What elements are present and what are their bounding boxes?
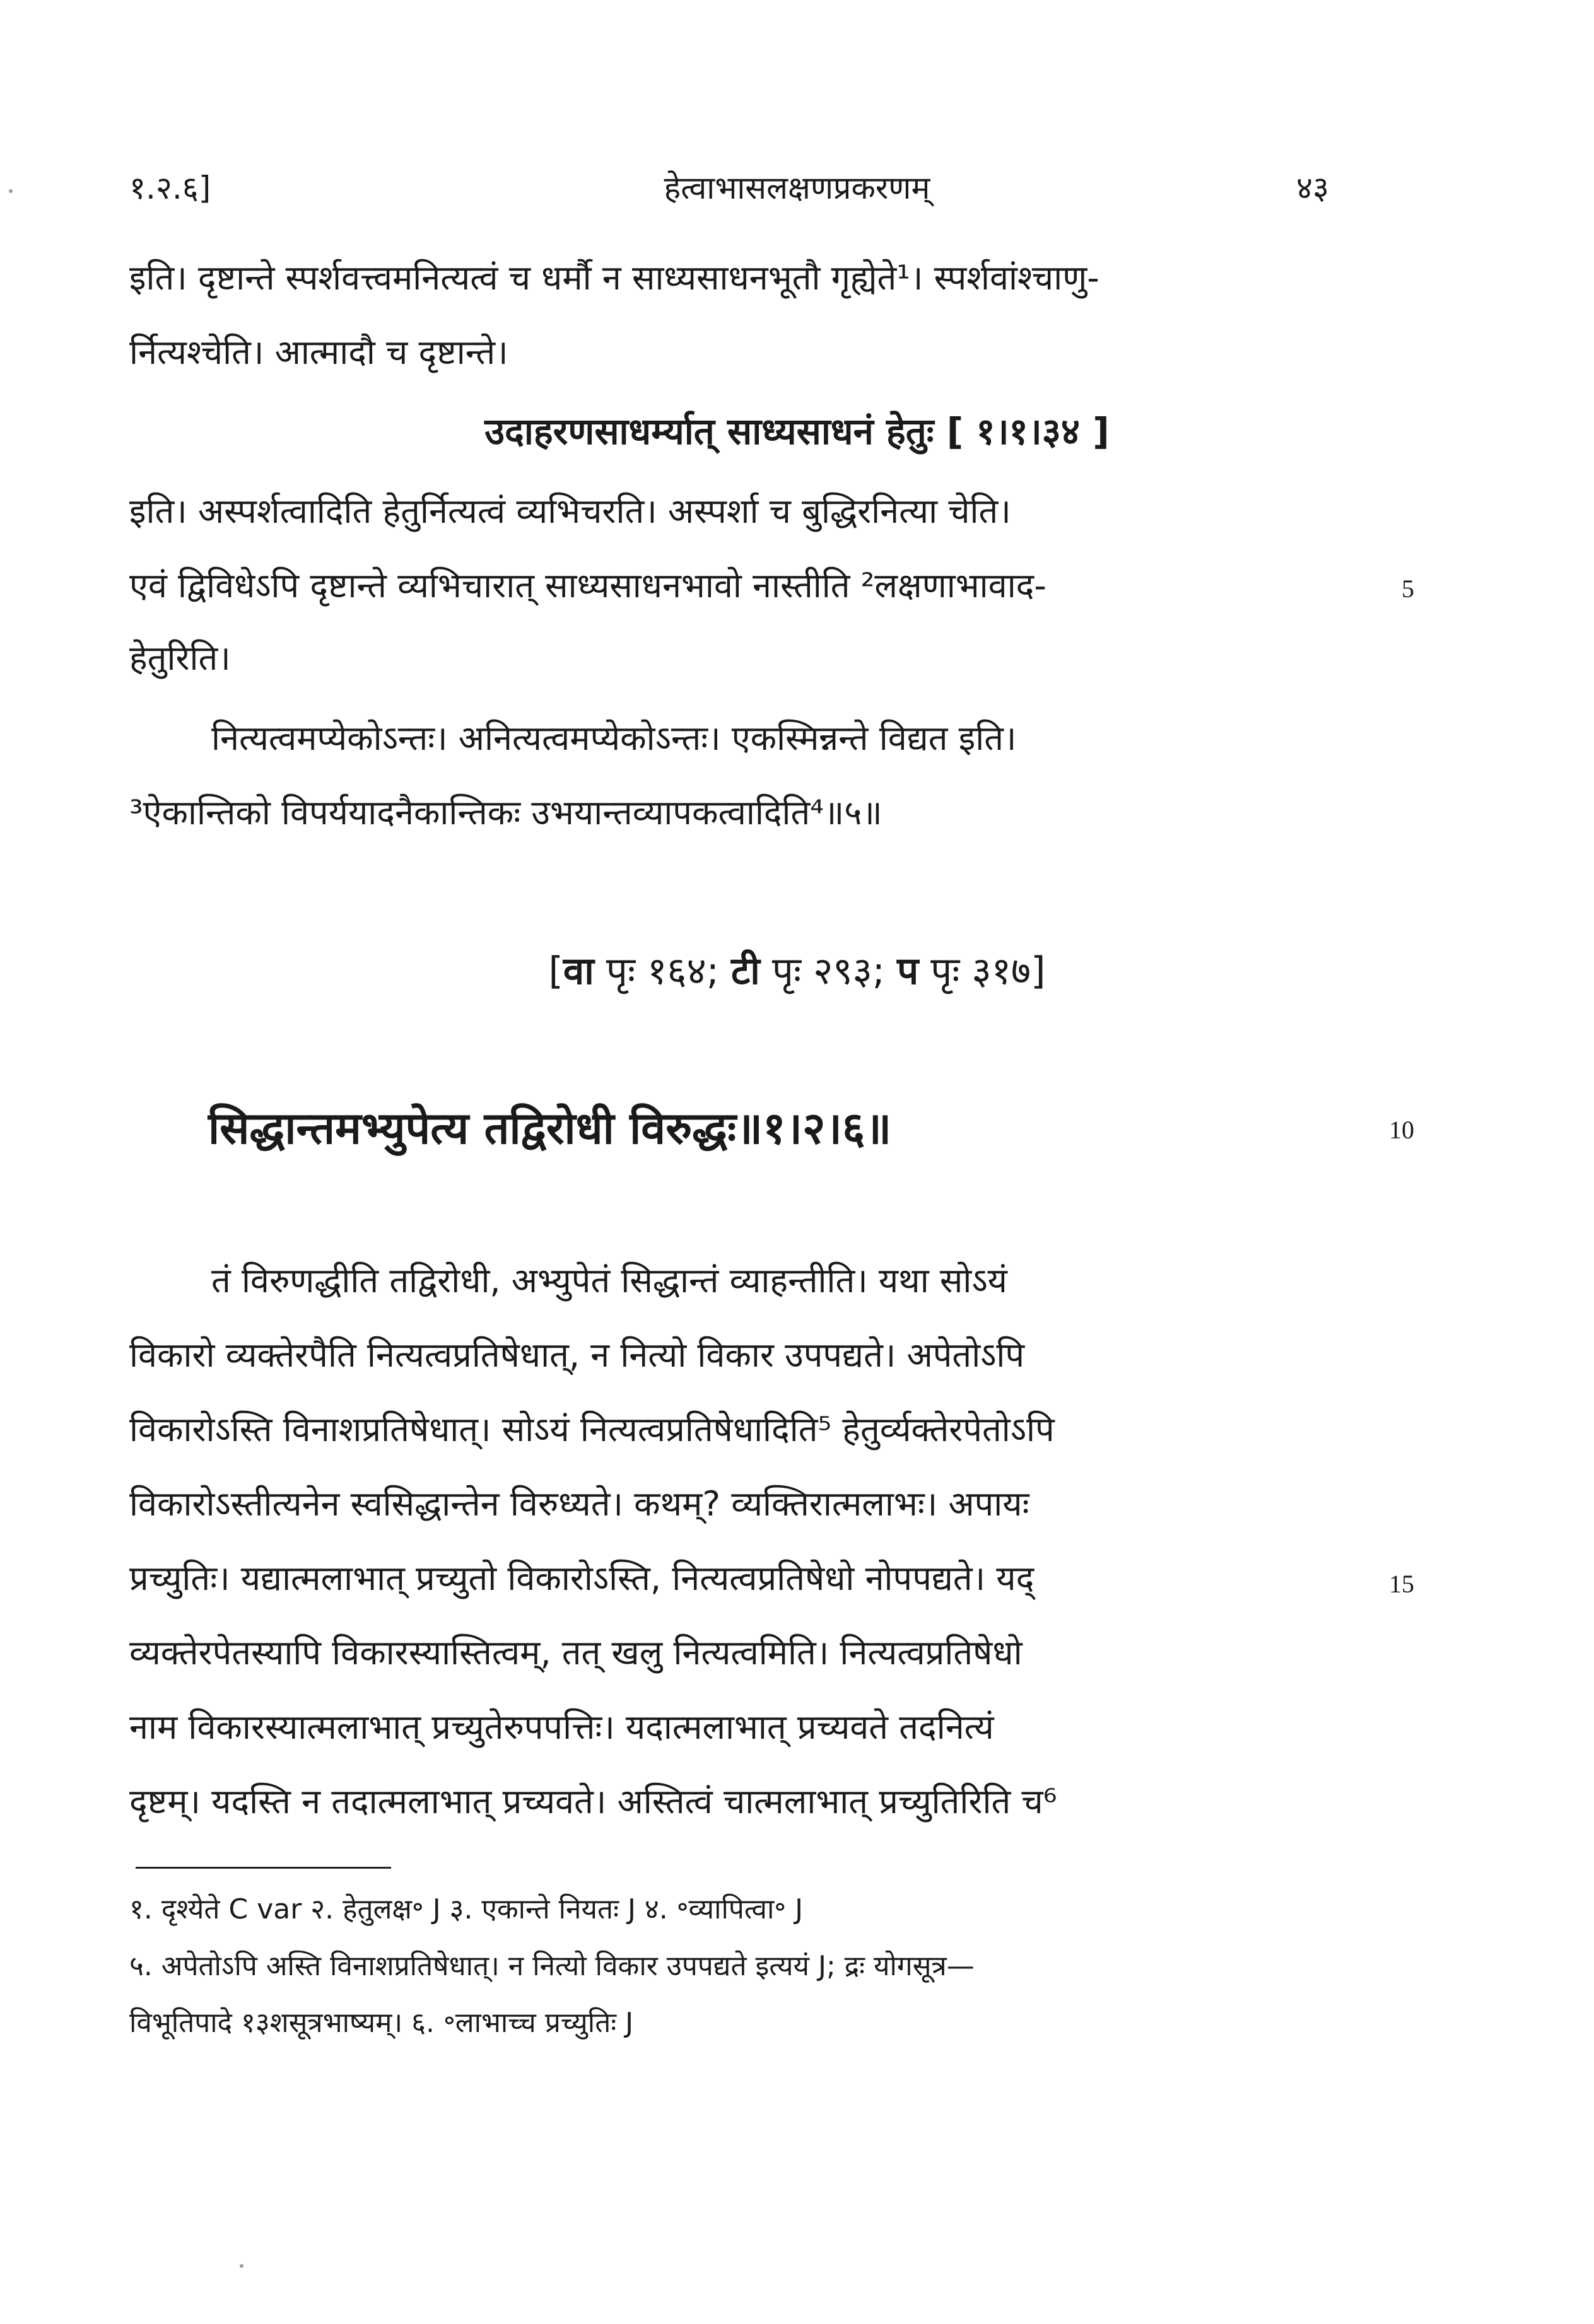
scan-speck: [9, 189, 13, 193]
text-line: नाम विकारस्यात्मलाभात् प्रच्युतेरुपपत्तिः। यदात्मलाभात् प्रच्यवते तदनित्यं: [129, 1707, 994, 1747]
line-number: 10: [1389, 1116, 1414, 1144]
text-line: हेतुरिति।: [129, 638, 231, 678]
ref-pa-text: पृः ३१७]: [918, 949, 1046, 993]
text-line: इति। दृष्टान्ते स्पर्शवत्त्वमनित्यत्वं च धर्मौ न साध्यसाधनभूतौ गृह्येते¹। स्पर्शवांश्चाणु-: [129, 258, 1099, 298]
ref-va-text: पृः १६४;: [594, 949, 732, 993]
footnote-rule: [136, 1867, 391, 1869]
text-line: दृष्टम्। यदस्ति न तदात्मलाभात् प्रच्यवते। अस्तित्वं चात्मलाभात् प्रच्युतिरिति च⁶: [129, 1782, 1057, 1821]
text-line: व्यक्तेरपेतस्यापि विकारस्यास्तित्वम्, तत् खलु नित्यत्वमिति। नित्यत्वप्रतिषेधो: [129, 1633, 1023, 1673]
main-sutra: सिद्धान्तमभ्युपेत्य तद्विरोधी विरुद्धः॥१।२।६॥: [208, 1102, 892, 1154]
footnote-line: ५. अपेतोऽपि अस्ति विनाशप्रतिषेधात्। न नित्यो विकार उपपद्यते इत्ययं J; द्रः योगसूत्र—: [129, 1950, 975, 1982]
header-section-number: १.२.६]: [129, 170, 211, 206]
text-line: ³ऐकान्तिको विपर्ययादनैकान्तिकः उभयान्तव्यापकत्वादिति⁴॥५॥: [129, 793, 882, 832]
text-line: इति। अस्पर्शत्वादिति हेतुर्नित्यत्वं व्यभिचरति। अस्पर्शा च बुद्धिरनित्या चेति।: [129, 491, 1011, 531]
scan-speck: [240, 2264, 243, 2268]
ref-va: वा: [563, 949, 594, 993]
footnote-line: विभूतिपादे १३शसूत्रभाष्यम्। ६. ॰लाभाच्च प्रच्युतिः J: [129, 2007, 634, 2039]
header-page-number: ४३: [1296, 170, 1329, 206]
text-line: विकारो व्यक्तेरपैति नित्यत्वप्रतिषेधात्, न नित्यो विकार उपपद्यते। अपेतोऽपि: [129, 1335, 1025, 1375]
ref-pa: प: [897, 949, 919, 993]
text-line: विकारोऽस्तीत्यनेन स्वसिद्धान्तेन विरुध्यते। कथम्? व्यक्तिरात्मलाभः। अपायः: [129, 1484, 1029, 1524]
reference-line: [0, 943, 1594, 995]
text-line: एवं द्विविधेऽपि दृष्टान्ते व्यभिचारात् साध्यसाधनभावो नास्तीति ²लक्षणाभावाद-: [129, 566, 1046, 605]
ref-open: [: [548, 949, 563, 993]
line-number: 5: [1402, 575, 1414, 603]
text-line: नित्यत्वमप्येकोऽन्तः। अनित्यत्वमप्येकोऽन्तः। एकस्मिन्नन्ते विद्यत इति।: [211, 718, 1017, 758]
text-line: र्नित्यश्चेति। आत्मादौ च दृष्टान्ते।: [129, 332, 508, 372]
text-line: तं विरुणद्धीति तद्विरोधी, अभ्युपेतं सिद्धान्तं व्याहन्तीति। यथा सोऽयं: [211, 1261, 1007, 1300]
quoted-sutra: उदाहरणसाधर्म्यात् साध्यसाधनं हेतुः [ १।१।३४ ]: [484, 410, 1110, 453]
ref-ti: टी: [731, 949, 760, 993]
header-title: हेत्वाभासलक्षणप्रकरणम्: [664, 170, 930, 206]
footnote-line: १. दृश्येते C var २. हेतुलक्ष॰ J ३. एकान्ते नियतः J ४. ॰व्यापित्वा॰ J: [129, 1893, 804, 1925]
ref-ti-text: पृः २९३;: [759, 949, 898, 993]
text-line: विकारोऽस्ति विनाशप्रतिषेधात्। सोऽयं नित्यत्वप्रतिषेधादिति⁵ हेतुर्व्यक्तेरपेतोऽपि: [129, 1410, 1055, 1449]
text-line: प्रच्युतिः। यद्यात्मलाभात् प्रच्युतो विकारोऽस्ति, नित्यत्वप्रतिषेधो नोपपद्यते। यद्: [129, 1558, 1034, 1598]
line-number: 15: [1389, 1570, 1414, 1598]
